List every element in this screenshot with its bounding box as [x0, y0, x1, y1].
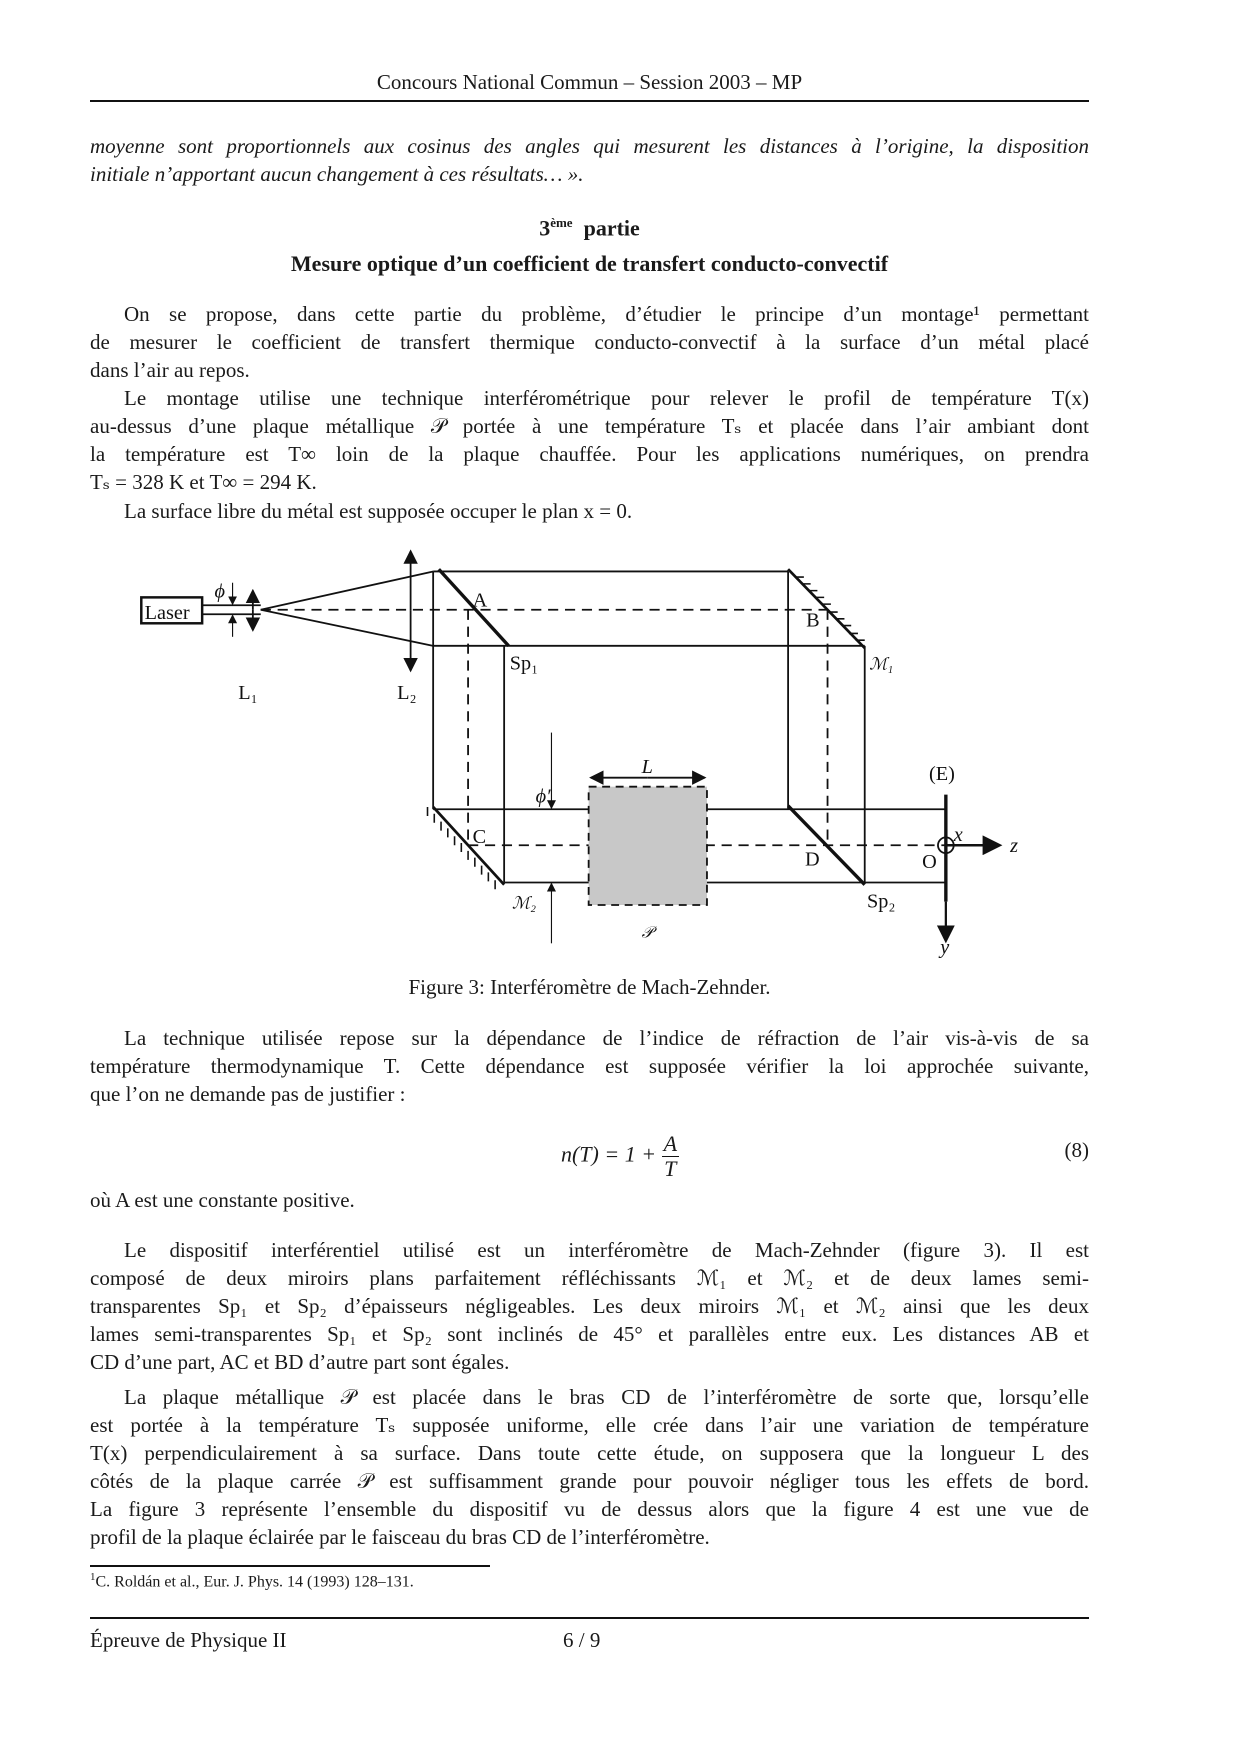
para-line: la température est T∞ loin de la plaque chauffée. Pour les applications numériques, on prendra — [90, 442, 1089, 466]
para-line: profil de la plaque éclairée par le faisceau du bras CD de l’interféromètre. — [90, 1525, 710, 1549]
para-line: La technique utilisée repose sur la dépendance de l’indice de réfraction de l’air vis-à-vis de sa — [124, 1026, 1089, 1050]
footnote — [90, 1571, 414, 1591]
para-line: au-dessus d’une plaque métallique 𝒫 portée à une température Tₛ et placée dans l’air ambiant dont — [90, 414, 1089, 438]
label-origin: O — [922, 850, 937, 873]
label-l1: L₁ — [238, 681, 258, 704]
header-rule — [90, 100, 1089, 102]
mirror-m1 — [788, 569, 865, 648]
label-sp2: Sp₂ — [866, 890, 896, 913]
fraction-denominator: T — [664, 1156, 677, 1181]
para-line: Le montage utilise une technique interférométrique pour relever le profil de température T(x) — [124, 386, 1089, 410]
equation-number: (8) — [1064, 1138, 1089, 1162]
para-line: La surface libre du métal est supposée occuper le plan x = 0. — [124, 499, 633, 523]
para-line: Tₛ = 328 K et T∞ = 294 K. — [90, 470, 317, 494]
label-length: L — [641, 756, 653, 779]
label-a: A — [472, 589, 488, 612]
para-line: est portée à la température Tₛ supposée uniforme, elle crée dans l’air une variation de température — [90, 1413, 1089, 1437]
label-m1: ℳ₁ — [869, 654, 894, 674]
equation-8 — [0, 1132, 1240, 1181]
para-line: lames semi-transparentes Sp₁ et Sp₂ sont inclinés de 45° et parallèles entre eux. Les distances AB et — [90, 1322, 1089, 1346]
label-phi-prime: ϕ′ — [535, 785, 551, 808]
label-l2: L₂ — [397, 681, 417, 704]
label-laser: Laser — [144, 601, 190, 624]
label-b: B — [806, 609, 820, 632]
plate — [589, 787, 707, 905]
para-line: Le dispositif interférentiel utilisé est un interféromètre de Mach-Zehnder (figure 3). Il est — [124, 1238, 1089, 1262]
part-number: 3 — [539, 215, 551, 241]
para-line: CD d’une part, AC et BD d’autre part sont égales. — [90, 1350, 510, 1374]
caption-text: Figure 3: Interféromètre de Mach-Zehnder. — [408, 975, 771, 999]
label-y-axis: y — [940, 936, 950, 958]
fraction-numerator: A — [663, 1131, 678, 1156]
label-screen: (E) — [928, 762, 955, 785]
para-line: côtés de la plaque carrée 𝒫 est suffisamment grande pour pouvoir négliger tous les effets de bord. — [90, 1469, 1089, 1493]
para-line: dans l’air au repos. — [90, 358, 250, 382]
quote-line: initiale n’apportant aucun changement à ces résultats… ». — [90, 162, 584, 186]
footnote-mark: 1 — [90, 1571, 96, 1583]
label-phi: ϕ — [214, 580, 226, 603]
part-title: Mesure optique d’un coefficient de transfert conducto-convectif — [290, 251, 889, 276]
label-x-axis: x — [953, 823, 963, 846]
para-line: que l’on ne demande pas de justifier : — [90, 1082, 406, 1106]
page-number: 6 / 9 — [563, 1628, 601, 1652]
mach-zehnder-figure — [112, 541, 1036, 958]
para-line: On se propose, dans cette partie du problème, d’étudier le principe d’un montage¹ permettant — [124, 302, 1089, 326]
para-line: où A est une constante positive. — [90, 1188, 355, 1212]
label-z-axis: z — [1010, 835, 1018, 858]
label-plate: 𝒫 — [641, 924, 653, 942]
para-line: de mesurer le coefficient de transfert thermique conducto-convectif à la surface d’un métal placé — [90, 330, 1089, 354]
part-label: partie — [583, 215, 640, 241]
page-header: Concours National Commun – Session 2003 – MP — [376, 70, 803, 94]
equation-lhs: n(T) = 1 + — [560, 1141, 662, 1167]
equation-fraction — [662, 1132, 679, 1181]
footnote-text: C. Roldán et al., Eur. J. Phys. 14 (1993) 128–131. — [95, 1573, 414, 1591]
figure-caption — [90, 973, 1089, 1001]
splitter-sp2 — [788, 806, 865, 885]
footer-title: Épreuve de Physique II — [90, 1628, 287, 1652]
footer-rule — [90, 1617, 1089, 1619]
para-line: La figure 3 représente l’ensemble du dispositif vu de dessus alors que la figure 4 est une vue de — [90, 1497, 1089, 1521]
label-c: C — [472, 826, 487, 849]
para-line: La plaque métallique 𝒫 est placée dans le bras CD de l’interféromètre de sorte que, lorsqu’elle — [124, 1385, 1089, 1409]
para-line: T(x) perpendiculairement à sa surface. Dans toute cette étude, on supposera que la longueur L des — [90, 1441, 1089, 1465]
para-line: température thermodynamique T. Cette dépendance est supposée vérifier la loi approchée suivante, — [90, 1054, 1089, 1078]
para-line: transparentes Sp₁ et Sp₂ d’épaisseurs négligeables. Les deux miroirs ℳ₁ et ℳ₂ ainsi que les deux — [90, 1294, 1089, 1318]
label-d: D — [805, 848, 820, 871]
part-sup: ème — [550, 215, 573, 230]
label-sp1: Sp₁ — [509, 652, 539, 675]
footnote-rule — [90, 1565, 490, 1567]
part-heading — [90, 209, 1089, 242]
label-m2: ℳ₂ — [512, 893, 536, 913]
para-line: composé de deux miroirs plans parfaitement réfléchissants ℳ₁ et ℳ₂ et de deux lames semi- — [90, 1266, 1089, 1290]
quote-line: moyenne sont proportionnels aux cosinus des angles qui mesurent les distances à l’origine, la disposition — [90, 134, 1089, 158]
